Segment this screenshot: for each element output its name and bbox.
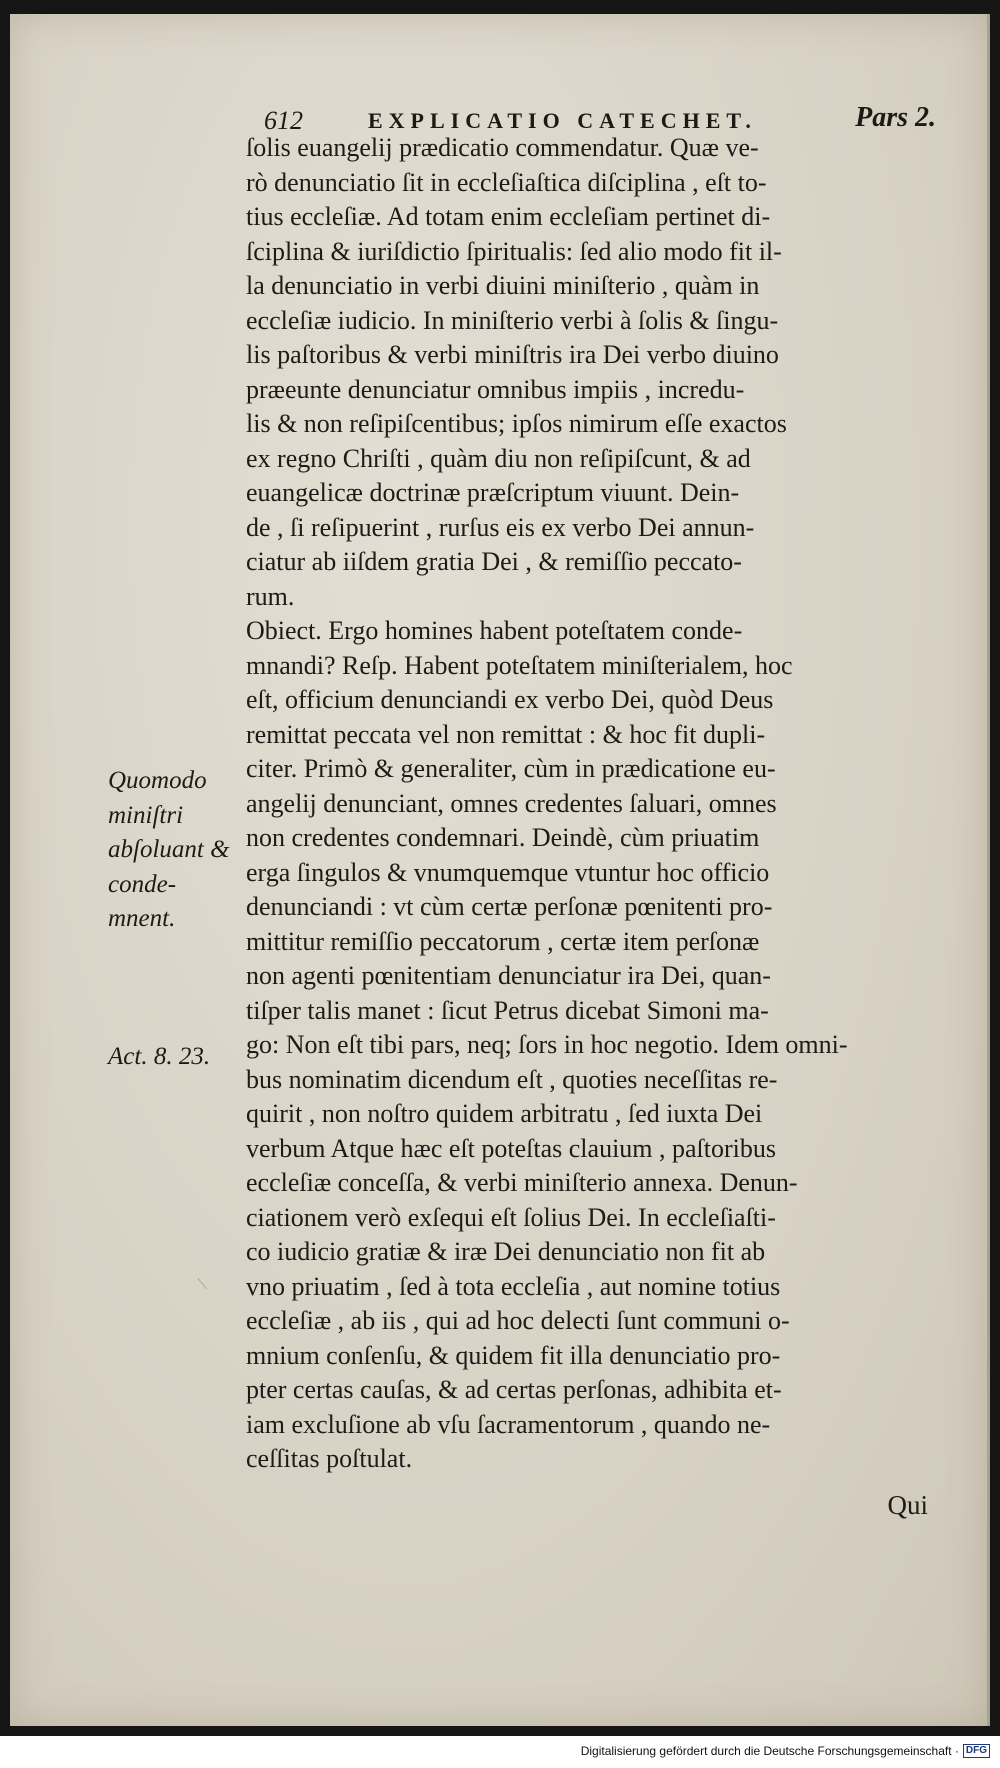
dfg-credit: [581, 1744, 990, 1758]
text-line: rum.: [246, 581, 295, 611]
text-line: ſciplina & iuriſdictio ſpiritualis: ſed alio modo fit il-: [246, 236, 782, 266]
footer-strip: [0, 1736, 1000, 1768]
credit-text: Digitalisierung gefördert durch die Deutsche Forschungsgemeinschaft ·: [580, 1744, 959, 1758]
text-line: eſt, officium denunciandi ex verbo Dei, quòd Deus: [246, 685, 774, 714]
text-line: eccleſiæ conceſſa, & verbi miniſterio annexa. Denun-: [246, 1168, 798, 1197]
text-line: bus nominatim dicendum eſt , quoties neceſſitas re-: [246, 1064, 778, 1094]
text-line: præeunte denunciatur omnibus impiis , incredu-: [246, 374, 745, 404]
text-line: euangelicæ doctrinæ præſcriptum viuunt. Dein-: [246, 478, 740, 507]
text-line: lis paſtoribus & verbi miniſtris ira Dei verbo diuino: [246, 340, 779, 369]
text-line: pter certas cauſas, & ad certas perſonas, adhibita et-: [246, 1375, 782, 1404]
text-line: mittitur remiſſio peccatorum , certæ item perſonæ: [246, 926, 760, 956]
text-line: Obiect. Ergo homines habent poteſtatem conde-: [246, 616, 743, 645]
text-line: co iudicio gratiæ & iræ Dei denunciatio non fit ab: [246, 1237, 766, 1266]
text-line: ciationem verò exſequi eſt ſolius Dei. In eccleſiaſti-: [246, 1202, 776, 1232]
margin-note-quomodo: Quomodo miniſtri abſoluant & conde-mnent.: [108, 767, 230, 932]
part-label: Pars 2.: [855, 102, 936, 133]
text-line: rò denunciatio ſit in eccleſiaſtica diſciplina , eſt to-: [246, 167, 767, 197]
text-line: ſolis euangelij prædicatio commendatur. Quæ ve-: [246, 133, 759, 162]
text-line: erga ſingulos & vnumquemque vtuntur hoc officio: [246, 857, 770, 887]
text-line: ceſſitas poſtulat.: [246, 1444, 413, 1473]
text-line: tiſper talis manet : ſicut Petrus dicebat Simoni ma-: [246, 995, 769, 1025]
text-line: citer. Primò & generaliter, cùm in prædicatione eu-: [246, 754, 776, 783]
dfg-logo-icon: DFG: [963, 1744, 990, 1758]
catchword: Qui: [887, 1490, 928, 1520]
main-text-block: [246, 131, 926, 1477]
margin-note-acts-reference: Act. 8. 23.: [108, 1043, 211, 1070]
text-line: lis & non reſipiſcentibus; ipſos nimirum eſſe exactos: [246, 409, 787, 438]
text-line: tius eccleſiæ. Ad totam enim eccleſiam pertinet di-: [246, 202, 771, 231]
text-line: mnium conſenſu, & quidem fit illa denunciatio pro-: [246, 1340, 781, 1370]
text-line: remittat peccata vel non remittat : & hoc fit dupli-: [246, 719, 766, 749]
text-line: angelij denunciant, omnes credentes ſaluari, omnes: [246, 788, 777, 818]
text-line: go: Non eſt tibi pars, neq; ſors in hoc negotio. Idem omni-: [246, 1030, 848, 1059]
page-number: 612: [264, 106, 303, 135]
text-line: verbum Atque hæc eſt poteſtas clauium , paſtoribus: [246, 1133, 777, 1163]
text-line: non credentes condemnari. Deindè, cùm priuatim: [246, 823, 760, 852]
text-line: iam excluſione ab vſu ſacramentorum , quando ne-: [246, 1409, 771, 1439]
text-line: ciatur ab iiſdem gratia Dei , & remiſſio peccato-: [246, 547, 742, 576]
text-line: vno priuatim , ſed à tota eccleſia , aut nomine totius: [246, 1271, 781, 1301]
text-line: non agenti pœnitentiam denunciatur ira Dei, quan-: [246, 961, 771, 990]
text-line: mnandi? Reſp. Habent poteſtatem miniſterialem, hoc: [246, 650, 793, 680]
text-line: ex regno Chriſti , quàm diu non reſipiſcunt, & ad: [246, 443, 751, 473]
running-head: EXPLICATIO CATECHET.: [368, 108, 757, 133]
text-line: la denunciatio in verbi diuini miniſterio , quàm in: [246, 271, 760, 300]
text-line: de , ſi reſipuerint , rurſus eis ex verbo Dei annun-: [246, 512, 755, 542]
text-line: quirit , non noſtro quidem arbitratu , ſed iuxta Dei: [246, 1099, 763, 1128]
text-line: denunciandi : vt cùm certæ perſonæ pœnitenti pro-: [246, 892, 773, 921]
text-line: eccleſiæ , ab iis , qui ad hoc delecti ſunt communi o-: [246, 1306, 790, 1335]
text-line: eccleſiæ iudicio. In miniſterio verbi à ſolis & ſingu-: [246, 305, 779, 335]
